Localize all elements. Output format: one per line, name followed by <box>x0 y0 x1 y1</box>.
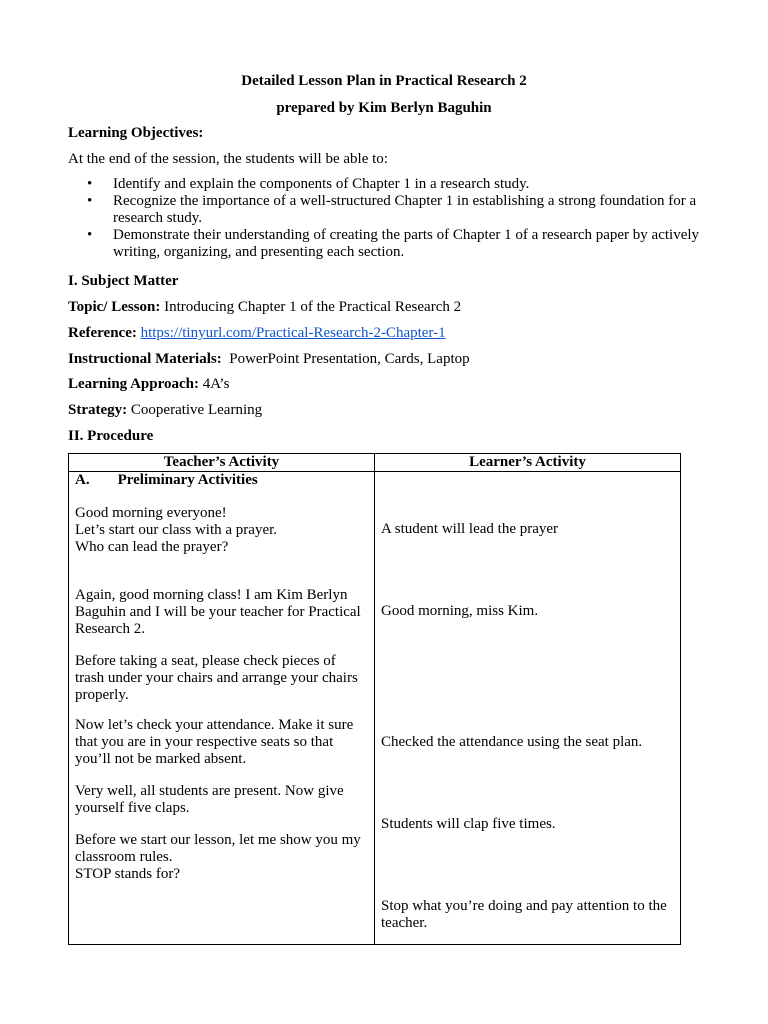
procedure-heading: II. Procedure <box>68 428 154 444</box>
materials-line <box>68 351 470 368</box>
document-author: prepared by Kim Berlyn Baguhin <box>276 100 492 116</box>
approach-label: Learning Approach: <box>68 376 199 392</box>
teacher-activity: Now let’s check your attendance. Make it sure that you are in your respective seats so that you’ll not be marked absent. <box>75 717 354 767</box>
teacher-cell <box>69 472 375 945</box>
materials-value: PowerPoint Presentation, Cards, Laptop <box>221 351 470 367</box>
objective-item: • Identify and explain the components of Chapter 1 in a research study. <box>68 176 708 193</box>
objectives-heading: Learning Objectives: <box>68 125 204 141</box>
table-row <box>69 472 681 945</box>
learner-activity: Students will clap five times. <box>381 816 556 832</box>
teacher-column-header: Teacher’s Activity <box>69 454 375 472</box>
objectives-list <box>68 176 708 261</box>
procedure-table <box>68 453 681 945</box>
approach-value: 4A’s <box>199 376 230 392</box>
learner-cell <box>375 472 681 945</box>
reference-link[interactable]: https://tinyurl.com/Practical-Research-2-Chapter-1 <box>140 325 446 341</box>
section-heading <box>75 472 368 489</box>
document-title: Detailed Lesson Plan in Practical Research 2 <box>241 73 527 89</box>
objectives-intro: At the end of the session, the students will be able to: <box>68 151 388 167</box>
learner-activity: Stop what you’re doing and pay attention to the teacher. <box>381 898 667 931</box>
reference-label: Reference: <box>68 325 137 341</box>
topic-line <box>68 299 461 316</box>
teacher-activity: Before we start our lesson, let me show you my classroom rules. STOP stands for? <box>75 832 361 882</box>
strategy-line <box>68 402 262 419</box>
learner-activity: Checked the attendance using the seat plan. <box>381 734 643 750</box>
learner-activity: A student will lead the prayer <box>381 521 559 537</box>
section-title: Preliminary Activities <box>117 472 258 488</box>
reference-line <box>68 325 446 342</box>
strategy-value: Cooperative Learning <box>127 402 263 418</box>
subject-matter-heading: I. Subject Matter <box>68 273 179 289</box>
learner-activity: Good morning, miss Kim. <box>381 603 539 619</box>
teacher-activity: Good morning everyone! Let’s start our class with a prayer. Who can lead the prayer? <box>75 505 278 555</box>
learner-column-header: Learner’s Activity <box>375 454 681 472</box>
topic-label: Topic/ Lesson: <box>68 299 161 315</box>
teacher-activity: Before taking a seat, please check pieces of trash under your chairs and arrange your chairs properly. <box>75 653 358 703</box>
strategy-label: Strategy: <box>68 402 128 418</box>
objective-item: • Demonstrate their understanding of creating the parts of Chapter 1 of a research paper by actively writing, organizing, and presenting each section. <box>68 227 708 261</box>
topic-value: Introducing Chapter 1 of the Practical Research 2 <box>160 299 462 315</box>
approach-line <box>68 376 229 393</box>
teacher-activity: Very well, all students are present. Now give yourself five claps. <box>75 783 344 816</box>
table-header-row <box>69 454 681 472</box>
section-letter: A. <box>75 472 90 488</box>
materials-label: Instructional Materials: <box>68 351 222 367</box>
objective-item: • Recognize the importance of a well-structured Chapter 1 in establishing a strong foundation for a research study. <box>68 193 708 227</box>
teacher-activity: Again, good morning class! I am Kim Berlyn Baguhin and I will be your teacher for Practical Research 2. <box>75 587 361 637</box>
